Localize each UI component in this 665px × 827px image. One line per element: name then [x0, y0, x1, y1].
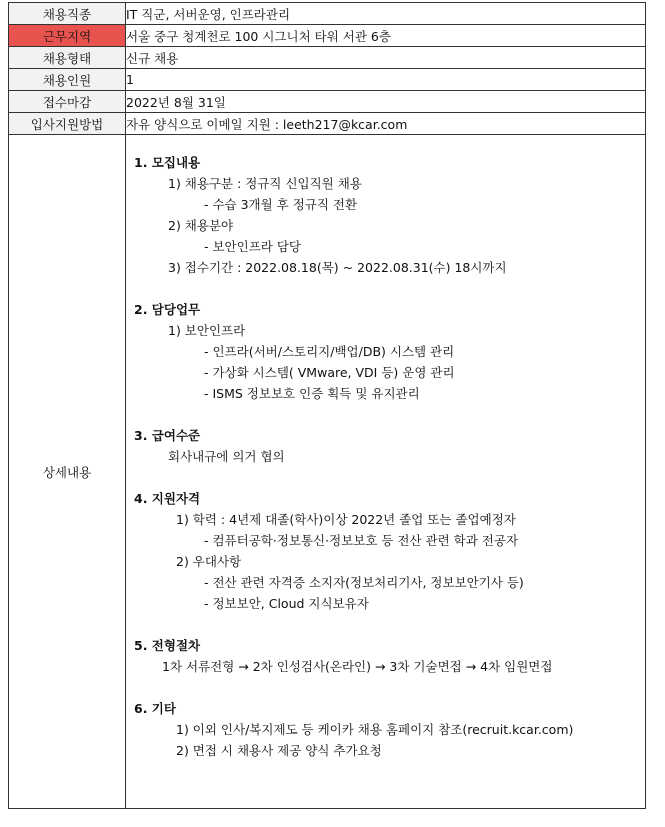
label-details: 상세내용 — [9, 135, 126, 809]
list-item: - 보안인프라 담당 — [204, 239, 301, 254]
label-job-type: 채용직종 — [9, 3, 126, 25]
section-title: 4. 지원자격 — [134, 491, 201, 506]
list-item: 1차 서류전형 → 2차 인성검사(온라인) → 3차 기술면접 → 4차 임원면접 — [162, 659, 553, 674]
list-item: 2) 우대사항 — [176, 554, 242, 569]
label-employment-type: 채용형태 — [9, 47, 126, 69]
row-apply-method — [9, 113, 646, 135]
list-item: - 전산 관련 자격증 소지자(정보처리기사, 정보보안기사 등) — [204, 575, 524, 590]
list-item: 2) 채용분야 — [168, 218, 234, 233]
label-apply-method: 입사지원방법 — [9, 113, 126, 135]
list-item: 2) 면접 시 채용사 제공 양식 추가요청 — [176, 743, 382, 758]
value-headcount: 1 — [126, 69, 646, 91]
list-item: 1) 이외 인사/복지제도 등 케이카 채용 홈페이지 참조(recruit.kcar.com) — [176, 722, 574, 737]
list-item: - 수습 3개월 후 정규직 전환 — [204, 197, 358, 212]
value-job-type: IT 직군, 서버운영, 인프라관리 — [126, 3, 646, 25]
section-title: 3. 급여수준 — [134, 428, 201, 443]
value-deadline: 2022년 8월 31일 — [126, 91, 646, 113]
list-item: - 인프라(서버/스토리지/백업/DB) 시스템 관리 — [204, 344, 455, 359]
row-location — [9, 25, 646, 47]
row-job-type — [9, 3, 646, 25]
row-employment-type — [9, 47, 646, 69]
list-item: - 정보보안, Cloud 지식보유자 — [204, 596, 369, 611]
value-location: 서울 중구 청계천로 100 시그니처 타워 서관 6층 — [126, 25, 646, 47]
list-item: 1) 학력 : 4년제 대졸(학사)이상 2022년 졸업 또는 졸업예정자 — [176, 512, 516, 527]
label-headcount: 채용인원 — [9, 69, 126, 91]
value-employment-type: 신규 채용 — [126, 47, 646, 69]
list-item: 회사내규에 의거 협의 — [168, 449, 285, 464]
label-deadline: 접수마감 — [9, 91, 126, 113]
list-item: 3) 접수기간 : 2022.08.18(목) ~ 2022.08.31(수) 18시까지 — [168, 260, 507, 275]
row-details — [9, 135, 646, 809]
row-headcount — [9, 69, 646, 91]
list-item: 1) 보안인프라 — [168, 323, 246, 338]
section-title: 6. 기타 — [134, 701, 176, 716]
section-title: 2. 담당업무 — [134, 302, 201, 317]
list-item: - 컴퓨터공학·정보통신·정보보호 등 전산 관련 학과 전공자 — [204, 533, 519, 548]
value-apply-method: 자유 양식으로 이메일 지원 : leeth217@kcar.com — [126, 113, 646, 135]
label-location: 근무지역 — [9, 25, 126, 47]
list-item: 1) 채용구분 : 정규직 신입직원 채용 — [168, 176, 362, 191]
job-posting-table — [8, 2, 646, 809]
section-title: 5. 전형절차 — [134, 638, 201, 653]
list-item: - ISMS 정보보호 인증 획득 및 유지관리 — [204, 386, 420, 401]
details-content — [134, 152, 641, 761]
details-cell — [126, 135, 646, 809]
list-item: - 가상화 시스템( VMware, VDI 등) 운영 관리 — [204, 365, 455, 380]
row-deadline — [9, 91, 646, 113]
section-title: 1. 모집내용 — [134, 155, 201, 170]
